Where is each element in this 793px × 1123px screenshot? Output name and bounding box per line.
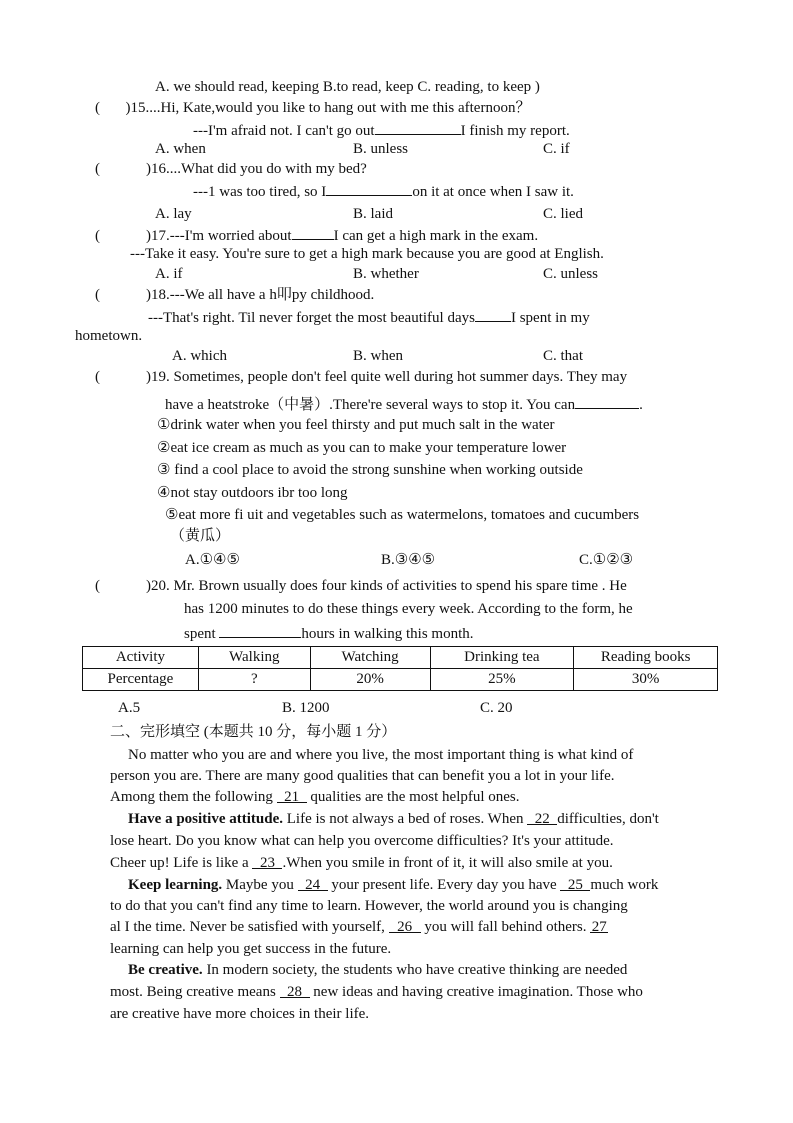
reply-text: I finish my report. [460,123,570,139]
q19-stem-line2 [165,394,643,414]
q20-option-c: C. 20 [480,700,513,716]
passage-line: are creative have more choices in their life. [110,1006,370,1022]
table-cell: Drinking tea [430,647,574,669]
passage-line [128,810,659,828]
passage-text: your present life. Every day you have [331,877,557,893]
passage-line: to do that you can't find any time to learn. However, the world around you is changing [110,898,628,914]
section-title: 二、完形填空 (本题共 10 分，每小题 1 分） [110,724,397,740]
blank-24: 24 [298,876,328,891]
q19-item-4: ④not stay outdoors ibr too long [157,485,348,501]
blank-28: 28 [280,983,310,998]
answer-blank [292,225,334,240]
answer-paren-open: ( [95,228,100,244]
passage-text: In modern society, the students who have creative thinking are needed [206,962,628,978]
table-cell: Reading books [574,647,718,669]
activity-table [82,646,718,691]
table-cell: Watching [310,647,430,669]
q16-reply [193,181,574,201]
passage-text: al I the time. Never be satisfied with yourself, [110,919,385,935]
question-18 [95,286,374,304]
q15-reply [193,120,570,140]
question-stem: ---We all have a h叩py childhood. [169,287,375,303]
table-cell: Walking [198,647,310,669]
question-17 [95,225,538,245]
q19-item-3: ③ find a cool place to avoid the strong sunshine when working outside [157,462,583,478]
reply-text: I spent in my [510,310,590,326]
blank-26: 26 [389,918,421,933]
table-cell: 30% [574,669,718,691]
passage-line [128,876,658,894]
q15-option-b: B. unless [353,141,409,157]
answer-paren-close: ) [125,100,131,116]
passage-text: Among them the following [110,789,273,805]
q20-option-b: B. 1200 [282,700,330,716]
q20-stem-line3 [184,623,474,643]
table-cell: ? [198,669,310,691]
q18-reply [148,307,590,327]
q20-option-a: A.5 [118,700,141,716]
blank-23: 23 [252,854,282,869]
passage-line [110,854,613,872]
question-stem: ...What did you do with my bed? [169,161,367,177]
question-number: )18. [146,287,170,303]
blank-25: 25 [560,876,590,891]
question-16 [95,160,367,178]
q17-reply: ---Take it easy. You're sure to get a high mark because you are good at English. [130,246,604,262]
passage-line: person you are. There are many good qualities that can benefit you a lot in your life. [110,768,615,784]
q16-option-c: C. lied [543,206,583,222]
q16-option-b: B. laid [353,206,393,222]
table-row [83,669,718,691]
paragraph-heading: Be creative. [128,962,203,978]
question-number: )19. [146,369,170,385]
reply-text: on it at once when I saw it. [412,184,574,200]
q17-option-a: A. if [155,266,183,282]
paragraph-heading: Have a positive attitude. [128,811,283,827]
reply-text: ---That's right. Til never forget the most beautiful days [148,310,475,326]
passage-line: No matter who you are and where you live, the most important thing is what kind of [128,747,634,763]
q17-option-c: C. unless [543,266,599,282]
passage-line [110,918,608,936]
q14-options: A. we should read, keeping B.to read, keep C. reading, to keep ) [155,79,540,95]
q18-reply-cont: hometown. [75,328,143,344]
answer-blank [575,394,639,409]
question-stem: ---I'm worried about [169,228,292,244]
q19-item-2: ②eat ice cream as much as you can to make your temperature lower [157,440,567,456]
q20-stem-line2: has 1200 minutes to do these things every week. According to the form, he [184,601,633,617]
q18-option-b: B. when [353,348,403,364]
question-stem: have a heatstroke（中暑）.There're several ways to stop it. You can [165,397,576,413]
paragraph-heading: Keep learning. [128,877,223,893]
answer-paren-open: ( [95,161,100,177]
question-20 [95,577,627,595]
passage-text: much work [590,877,659,893]
question-number: )16. [146,161,170,177]
passage-text: you will fall behind others. [424,919,587,935]
table-cell: Activity [83,647,199,669]
passage-text: qualities are the most helpful ones. [310,789,520,805]
question-number: 15. [130,100,150,116]
answer-paren-open: ( [95,100,100,116]
q18-option-c: C. that [543,348,583,364]
passage-text: difficulties, don't [557,811,659,827]
answer-blank [219,623,301,638]
passage-line [110,788,520,806]
answer-paren-open: ( [95,578,100,594]
answer-blank [475,307,511,322]
blank-21: 21 [277,788,307,803]
passage-line: learning can help you get success in the future. [110,941,392,957]
passage-text: Maybe you [225,877,294,893]
passage-text: Life is not always a bed of roses. When [286,811,524,827]
blank-27: 27 [591,919,607,935]
question-stem: hours in walking this month. [301,626,474,642]
q16-option-a: A. lay [155,206,192,222]
q17-option-b: B. whether [353,266,419,282]
reply-text: ---1 was too tired, so I [193,184,327,200]
q19-option-b: B.③④⑤ [381,552,436,568]
q19-option-c: C.①②③ [579,552,634,568]
question-19 [95,368,627,386]
answer-paren-open: ( [95,369,100,385]
answer-blank [326,181,412,196]
passage-line: lose heart. Do you know what can help you overcome difficulties? It's your attitude. [110,833,614,849]
question-number: )20. [146,578,170,594]
table-cell: Percentage [83,669,199,691]
q19-item-5: ⑤eat more fi uit and vegetables such as watermelons, tomatoes and cucumbers [165,507,640,523]
q19-item-5-cont: （黄瓜） [170,528,231,544]
passage-text: Cheer up! Life is like a [110,855,249,871]
passage-text: most. Being creative means [110,984,276,1000]
punctuation: . [639,397,643,413]
table-cell: 25% [430,669,574,691]
passage-line [128,961,627,979]
q19-item-1: ①drink water when you feel thirsty and put much salt in the water [157,417,555,433]
q18-option-a: A. which [172,348,227,364]
question-stem: I can get a high mark in the exam. [333,228,539,244]
answer-blank [375,120,461,135]
table-header-row [83,647,718,669]
question-stem: Mr. Brown usually does four kinds of activities to spend his spare time . He [173,578,627,594]
q19-option-a: A.①④⑤ [185,552,240,568]
answer-paren-open: ( [95,287,100,303]
question-stem: Sometimes, people don't feel quite well during hot summer days. They may [173,369,628,385]
q15-option-a: A. when [155,141,206,157]
passage-text: new ideas and having creative imagination. Those who [313,984,643,1000]
q15-option-c: C. if [543,141,570,157]
passage-line [110,983,643,1001]
blank-22: 22 [527,810,557,825]
question-number: )17. [146,228,170,244]
table-cell: 20% [310,669,430,691]
question-stem: ...Hi, Kate,would you like to hang out with me this afternoon？ [149,100,531,116]
reply-text: ---I'm afraid not. I can't go out [193,123,375,139]
passage-text: .When you smile in front of it, it will also smile at you. [282,855,613,871]
question-15 [95,99,530,117]
question-stem: spent [184,626,216,642]
